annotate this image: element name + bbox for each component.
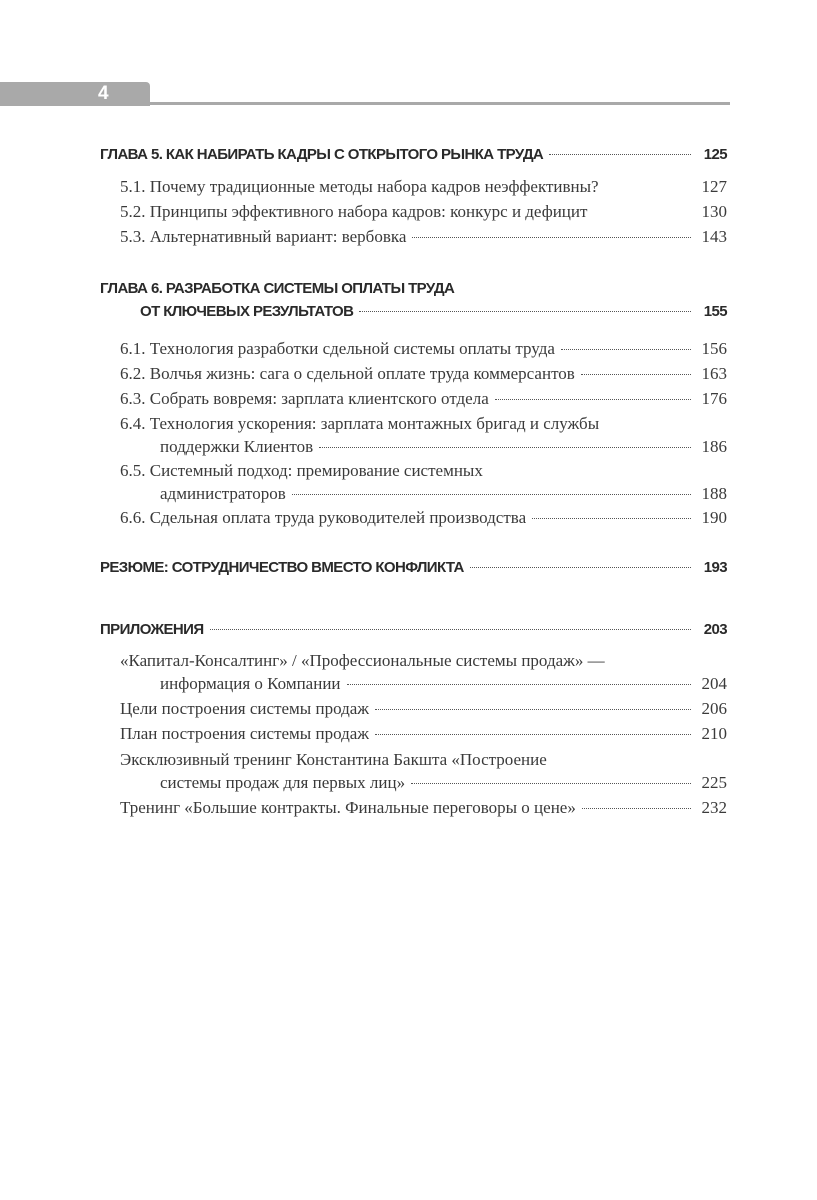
dot-leader [411,783,691,784]
dot-leader [292,494,691,495]
entry-title: 5.3. Альтернативный вариант: вербовка [120,227,407,246]
toc-line [120,508,727,531]
toc-section-entry [120,364,727,387]
dot-leader [359,311,691,312]
dot-leader [375,734,691,735]
toc-chapter-entry [100,618,727,641]
toc-line [120,724,727,747]
entry-title: «Капитал-Консалтинг» / «Профессиональные системы продаж» — [120,651,605,670]
dot-leader [412,237,691,238]
toc-line [120,484,727,507]
entry-title: системы продаж для первых лиц» [160,773,406,792]
dot-leader [210,629,691,630]
toc-line [100,300,727,323]
toc-section-entry [120,750,727,796]
toc-line [120,674,727,697]
page-number-ref: 232 [701,798,727,817]
page-number-ref: 190 [701,508,727,527]
entry-title: информация о Компании [160,674,341,693]
toc-section-entry [120,177,727,200]
toc-line [120,461,727,484]
toc-section-entry [120,508,727,531]
entry-title: Цели построения системы продаж [120,699,370,718]
toc-section-entry [120,798,727,821]
page-number-ref: 186 [701,437,727,456]
entry-title: 5.1. Почему традиционные методы набора кадров неэффективны? [120,177,599,196]
toc-line [120,437,727,460]
toc-line [120,750,727,773]
toc-line [120,699,727,722]
toc-section-entry [120,724,727,747]
header-rule [150,102,730,105]
page-number-ref: 155 [703,303,727,320]
entry-title: 6.3. Собрать вовремя: зарплата клиентского отдела [120,389,489,408]
page-number-ref: 210 [701,724,727,743]
entry-title: 6.6. Сдельная оплата труда руководителей производства [120,508,527,527]
entry-title: 6.5. Системный подход: премирование системных [120,461,483,480]
page-number-ref: 163 [701,364,727,383]
page-number-ref: 206 [701,699,727,718]
toc-section-entry [120,414,727,460]
dot-leader [495,399,691,400]
toc-line [100,277,727,300]
toc-chapter-entry [100,556,727,579]
page-number-ref: 125 [703,146,727,163]
toc-line [100,618,727,641]
toc-line [120,773,727,796]
page-number-ref: 225 [701,773,727,792]
toc-section-entry [120,202,727,225]
toc-line [100,143,727,166]
dot-leader [581,374,691,375]
toc-line [120,177,727,200]
toc-line [120,227,727,250]
dot-leader [549,154,691,155]
entry-title: План построения системы продаж [120,724,370,743]
dot-leader [561,349,691,350]
page-number-ref: 176 [701,389,727,408]
page-number-ref: 130 [701,202,727,221]
toc-line [120,651,727,674]
dot-leader [532,518,691,519]
entry-title: ГЛАВА 5. КАК НАБИРАТЬ КАДРЫ С ОТКРЫТОГО РЫНКА ТРУДА [100,146,544,163]
page-number-ref: 193 [703,559,727,576]
toc-section-entry [120,389,727,412]
entry-title: 6.1. Технология разработки сдельной системы оплаты труда [120,339,555,358]
dot-leader [347,684,691,685]
toc-section-entry [120,227,727,250]
page-number-ref: 188 [701,484,727,503]
page-number-ref: 204 [701,674,727,693]
entry-title: Тренинг «Большие контракты. Финальные переговоры о цене» [120,798,576,817]
toc-chapter-entry [100,277,727,323]
toc-line [120,339,727,362]
toc-section-entry [120,339,727,362]
entry-title: Эксклюзивный тренинг Константина Бакшта «Построение [120,750,547,769]
page-number-ref: 156 [701,339,727,358]
toc-chapter-entry [100,143,727,166]
entry-title: ОТ КЛЮЧЕВЫХ РЕЗУЛЬТАТОВ [140,303,354,320]
dot-leader [470,567,691,568]
entry-title: 5.2. Принципы эффективного набора кадров: конкурс и дефицит [120,202,588,221]
entry-title: 6.2. Волчья жизнь: сага о сдельной оплате труда коммерсантов [120,364,575,383]
toc-line [120,364,727,387]
toc-line [100,556,727,579]
toc-line [120,389,727,412]
toc-line [120,202,727,225]
entry-title: администраторов [160,484,286,503]
toc-section-entry [120,651,727,697]
page-number-ref: 203 [703,621,727,638]
page-number-tab [0,82,150,106]
entry-title: ПРИЛОЖЕНИЯ [100,621,204,638]
entry-title: поддержки Клиентов [160,437,314,456]
entry-title: 6.4. Технология ускорения: зарплата монтажных бригад и службы [120,414,600,433]
entry-title: ГЛАВА 6. РАЗРАБОТКА СИСТЕМЫ ОПЛАТЫ ТРУДА [100,280,455,297]
toc-line [120,414,727,437]
toc-section-entry [120,461,727,507]
page-number-ref: 127 [701,177,727,196]
dot-leader [582,808,691,809]
toc-line [120,798,727,821]
entry-title: РЕЗЮМЕ: СОТРУДНИЧЕСТВО ВМЕСТО КОНФЛИКТА [100,559,464,576]
dot-leader [375,709,691,710]
page-number: 4 [98,83,109,104]
toc-section-entry [120,699,727,722]
dot-leader [319,447,691,448]
page-number-ref: 143 [701,227,727,246]
